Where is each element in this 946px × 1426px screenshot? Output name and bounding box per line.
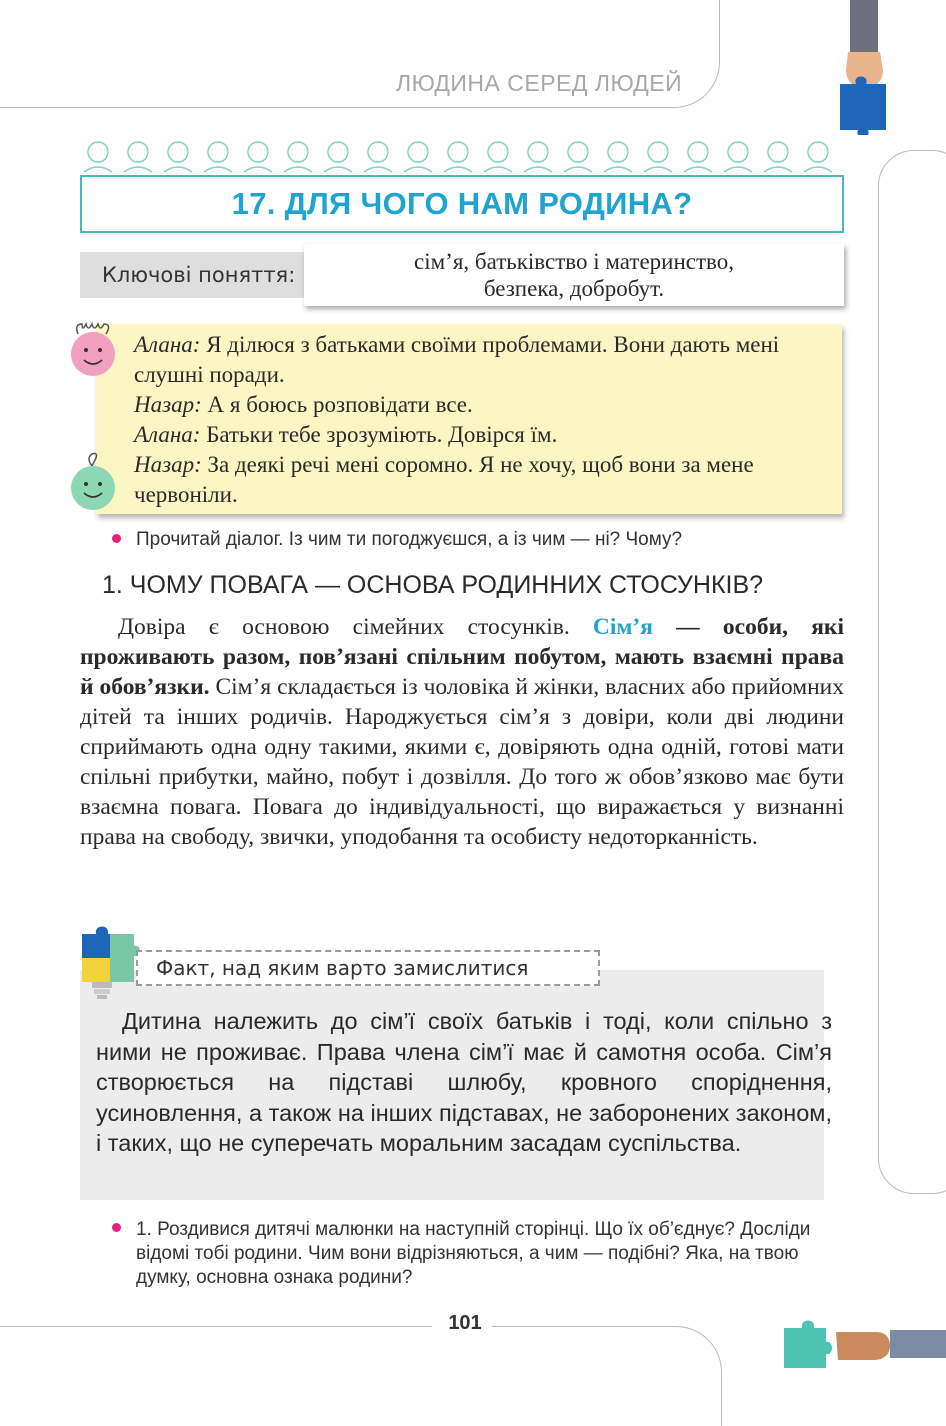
puzzle-hand-top-icon xyxy=(836,0,890,135)
key-concepts-line2: безпека, добробут. xyxy=(483,276,665,301)
dialog-line xyxy=(134,450,832,510)
body-rest: Сім’я складається із чоловіка й жінки, власних або прийомних дітей та інших родичів. Народжується сім’я з довіри, коли дві людини сприймають одна одну такими, якими є, довіряють одна одній, готові мати спільні прибутки, майно, побут і дозвілля. До того ж обов’язково має бути взаємна повага. Повага до індивідуальності, що виражається у визнанні права на свободу, звички, уподобання та особисту недоторканність. xyxy=(80,674,844,850)
dialog-speaker: Назар: xyxy=(134,392,202,417)
section-heading: 1. ЧОМУ ПОВАГА — ОСНОВА РОДИННИХ СТОСУНКІВ? xyxy=(102,571,764,599)
faces-border xyxy=(84,130,844,174)
task-1: Прочитай діалог. Із чим ти погоджуєшся, а із чим — ні? Чому? xyxy=(136,529,683,550)
dialog-speaker: Алана: xyxy=(134,422,201,447)
key-concepts-box xyxy=(304,244,844,306)
dialog-line xyxy=(134,420,832,450)
task-bullet xyxy=(112,1223,121,1232)
page-frame-bottom-right xyxy=(492,1326,722,1426)
task-2: 1. Роздивися дитячі малюнки на наступній сторінці. Що їх об’єднує? Досліди відомі тобі родини. Чим вони відрізняються, а чим — подібні? Яка, на твою думку, основна ознака родини? xyxy=(136,1219,811,1288)
dialog-line xyxy=(134,390,832,420)
lesson-title: 17. ДЛЯ ЧОГО НАМ РОДИНА? xyxy=(231,186,693,221)
boy-avatar-icon xyxy=(64,450,122,512)
puzzle-lightbulb-icon xyxy=(78,924,140,1002)
dialog-speaker: Назар: xyxy=(134,452,202,477)
girl-avatar-icon xyxy=(64,320,122,380)
page-frame-bottom-left xyxy=(0,1326,432,1327)
fact-paragraph: Дитина належить до сім’ї своїх батьків і тоді, коли спільно з ними не проживає. Права члена сім’ї має й самотня особа. Сім’я створюється на підставі шлюбу, кровного споріднення, усиновлення, а також на інших підставах, не заборонених законом, і таких, що не суперечать моральним засадам суспільства. xyxy=(96,1008,832,1156)
term-simya: Сім’я xyxy=(592,614,653,640)
task-bullet xyxy=(112,534,121,543)
key-concepts-label: Ключові поняття: xyxy=(80,252,338,298)
key-concepts-line1: сім’я, батьківство і материнство, xyxy=(414,249,734,274)
dialog-text: Батьки тебе зрозуміють. Довірся їм. xyxy=(200,422,558,447)
fact-text xyxy=(96,1006,832,1159)
body-start: Довіра є основою сімейних стосунків. xyxy=(118,614,593,640)
page-frame-right xyxy=(878,150,946,1194)
dialog-line xyxy=(134,330,832,390)
term-definition: — особи, які проживають разом, пов’язані спільним побутом, мають взаємні права й обов’язки. xyxy=(80,614,844,700)
dialog-box xyxy=(96,324,842,514)
dialog-text: А я боюсь розповідати все. xyxy=(201,392,473,417)
running-title: ЛЮДИНА СЕРЕД ЛЮДЕЙ xyxy=(396,70,683,96)
dialog-text: За деякі речі мені соромно. Я не хочу, щоб вони за мене червоніли. xyxy=(134,452,754,507)
fact-label: Факт, над яким варто замислитися xyxy=(136,950,600,986)
page-number: 101 xyxy=(448,1312,482,1334)
puzzle-hand-bottom-icon xyxy=(780,1318,946,1370)
dialog-text: Я ділюся з батьками своїми проблемами. Вони дають мені слушні поради. xyxy=(134,332,780,387)
body-paragraph xyxy=(80,612,844,852)
dialog-speaker: Алана: xyxy=(134,332,201,357)
lesson-title-box xyxy=(80,175,844,233)
